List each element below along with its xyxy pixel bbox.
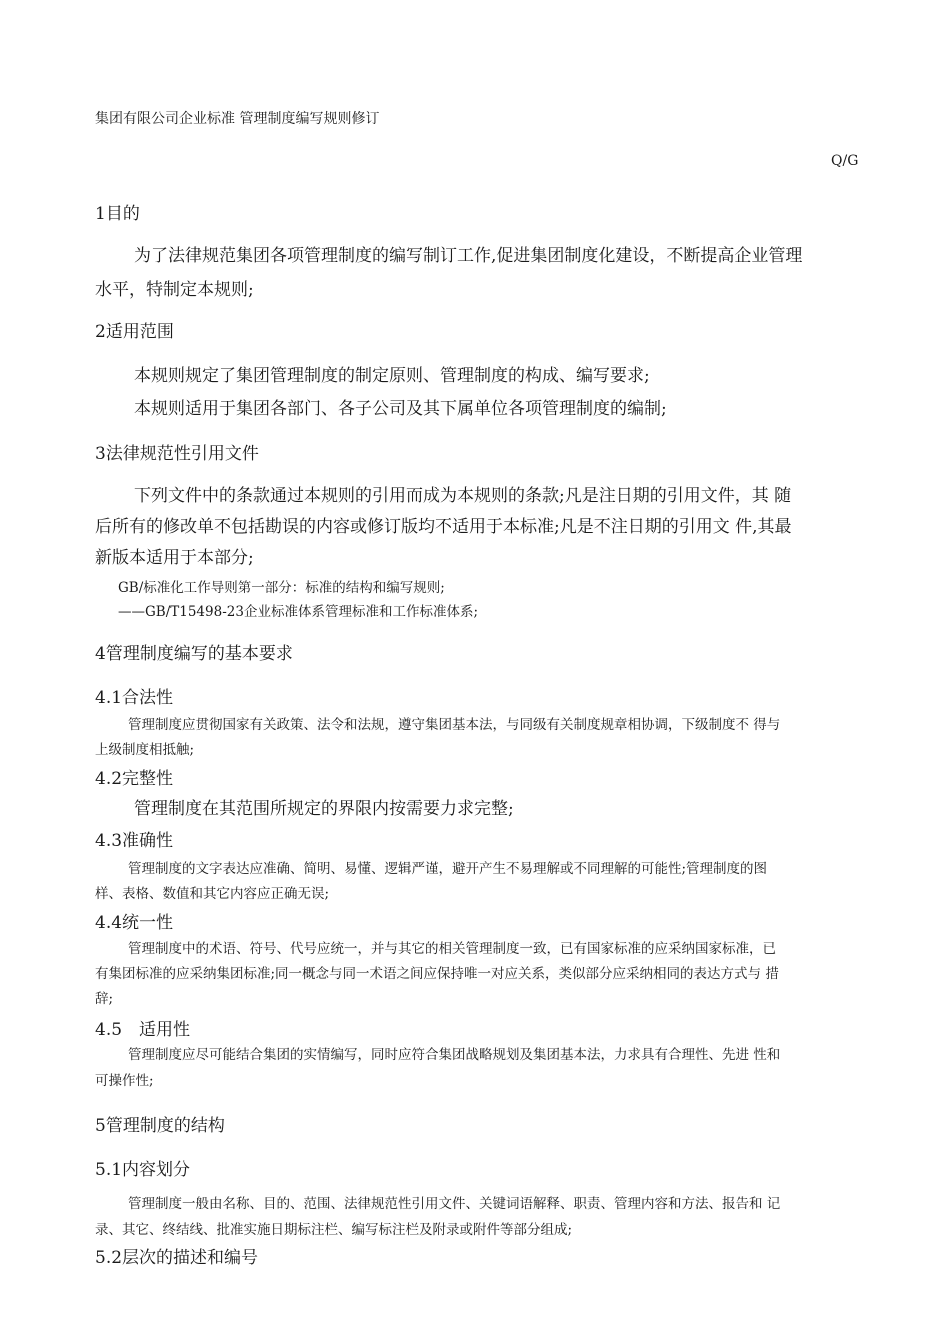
section-5-2-heading: 5.2层次的描述和编号 xyxy=(95,1248,259,1268)
section-4-3-heading: 4.3准确性 xyxy=(95,831,174,851)
section-2-heading: 2适用范围 xyxy=(95,322,174,342)
section-3-text-line: 后所有的修改单不包括勘误的内容或修订版均不适用于本标准;凡是不注日期的引用文 件,其最 xyxy=(95,517,792,537)
section-1-text-line: 为了法律规范集团各项管理制度的编写制订工作,促进集团制度化建设，不断提高企业管理 xyxy=(134,246,803,266)
section-1-text-line: 水平，特制定本规则; xyxy=(95,280,254,300)
reference-item: GB/标准化工作导则第一部分：标准的结构和编写规则; xyxy=(118,580,445,596)
section-5-1-heading: 5.1内容划分 xyxy=(95,1160,191,1180)
section-4-4-text-line: 有集团标准的应采纳集团标准;同一概念与同一术语之间应保持唯一对应关系，类似部分应采纳相同的表达方式与 措 xyxy=(95,966,779,982)
section-4-3-text-line: 样、表格、数值和其它内容应正确无误; xyxy=(95,886,330,902)
document-header-title: 集团有限公司企业标准 管理制度编写规则修订 xyxy=(95,111,380,127)
section-3-heading: 3法律规范性引用文件 xyxy=(95,444,259,464)
section-4-heading: 4管理制度编写的基本要求 xyxy=(95,644,293,664)
section-4-4-heading: 4.4统一性 xyxy=(95,913,174,933)
reference-item: ——GB/T15498-23企业标准体系管理标准和工作标准体系; xyxy=(118,604,478,620)
section-1-heading: 1目的 xyxy=(95,204,140,224)
section-5-heading: 5管理制度的结构 xyxy=(95,1116,225,1136)
section-4-1-text-line: 上级制度相抵触; xyxy=(95,742,195,758)
section-3-text-line: 新版本适用于本部分; xyxy=(95,548,254,568)
section-3-text-line: 下列文件中的条款通过本规则的引用而成为本规则的条款;凡是注日期的引用文件，其 随 xyxy=(134,486,792,506)
section-2-text-line: 本规则规定了集团管理制度的制定原则、管理制度的构成、编写要求; xyxy=(134,366,650,386)
section-4-1-text-line: 管理制度应贯彻国家有关政策、法令和法规，遵守集团基本法，与同级有关制度规章相协调，下级制度不 得与 xyxy=(128,717,781,733)
section-4-4-text-line: 管理制度中的术语、符号、代号应统一，并与其它的相关管理制度一致，已有国家标准的应采纳国家标准，已 xyxy=(128,941,776,957)
section-4-5-text-line: 管理制度应尽可能结合集团的实情编写，同时应符合集团战略规划及集团基本法，力求具有合理性、先进 性和 xyxy=(128,1047,781,1063)
section-4-1-heading: 4.1合法性 xyxy=(95,688,174,708)
section-5-1-text-line: 录、其它、终结线、批准实施日期标注栏、编写标注栏及附录或附件等部分组成; xyxy=(95,1222,573,1238)
section-5-1-text-line: 管理制度一般由名称、目的、范围、法律规范性引用文件、关键词语解释、职责、管理内容和方法、报告和 记 xyxy=(128,1196,781,1212)
section-4-3-text-line: 管理制度的文字表达应准确、简明、易懂、逻辑严谨，避开产生不易理解或不同理解的可能性;管理制度的图 xyxy=(128,861,768,877)
section-4-5-text-line: 可操作性; xyxy=(95,1073,154,1089)
section-2-text-line: 本规则适用于集团各部门、各子公司及其下属单位各项管理制度的编制; xyxy=(134,399,667,419)
section-4-5-heading: 4.5 适用性 xyxy=(95,1020,191,1040)
section-4-2-text-line: 管理制度在其范围所规定的界限内按需要力求完整; xyxy=(134,799,514,819)
section-4-4-text-line: 辞; xyxy=(95,991,114,1007)
section-4-2-heading: 4.2完整性 xyxy=(95,769,174,789)
standard-code: Q/G xyxy=(831,153,859,169)
